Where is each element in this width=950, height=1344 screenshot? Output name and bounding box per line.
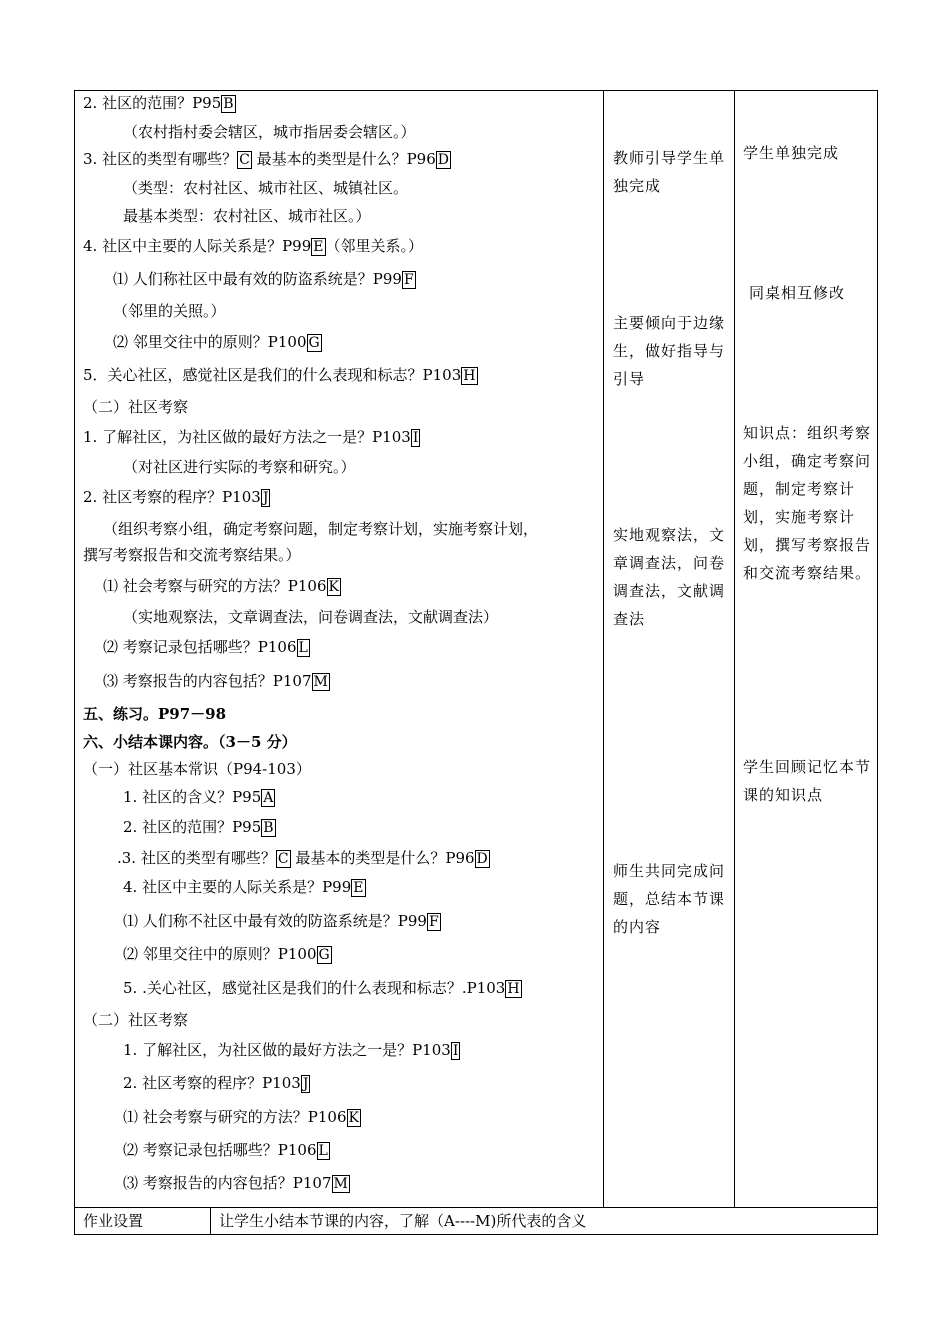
line-text: （对社区进行实际的考察和研究。） xyxy=(123,458,356,476)
line-text: ⑴ 社会考察与研究的方法？P106 xyxy=(103,577,327,595)
main-content-cell xyxy=(75,91,604,1208)
content-line xyxy=(123,457,356,477)
homework-row xyxy=(75,1208,878,1235)
student-note: 学生回顾记忆本节课的知识点 xyxy=(743,758,872,804)
content-line xyxy=(123,877,366,898)
content-line xyxy=(83,149,451,170)
line-text: （组织考察小组，确定考察问题，制定考察计划，实施考察计划， xyxy=(103,520,539,538)
content-line xyxy=(123,1040,460,1061)
answer-letter-box: F xyxy=(428,914,439,930)
teacher-note: 教师引导学生单独完成 xyxy=(613,149,726,195)
content-line xyxy=(83,487,270,508)
line-text: 2. 社区考察的程序？P103 xyxy=(123,1074,301,1092)
content-line xyxy=(123,178,408,198)
line-text: 2. 社区考察的程序？P103 xyxy=(83,488,261,506)
content-line xyxy=(123,607,498,627)
line-text: （邻里的关照。） xyxy=(113,302,226,320)
content-row xyxy=(75,91,878,1208)
line-text: ⑵ 邻里交往中的原则？P100 xyxy=(113,333,307,351)
line-text: （一）社区基本常识（P94-103） xyxy=(83,760,311,778)
student-note: 同桌相互修改 xyxy=(749,284,846,302)
line-text: 最基本类型：农村社区、城市社区。） xyxy=(123,207,371,225)
content-line xyxy=(83,704,226,724)
content-line xyxy=(83,93,236,114)
answer-letter-box: G xyxy=(308,335,320,351)
student-activity-cell xyxy=(735,91,878,1208)
line-text: ⑶ 考察报告的内容包括？P107 xyxy=(103,672,312,690)
answer-letter-box: L xyxy=(318,1143,328,1159)
line-text: ⑵ 考察记录包括哪些？P106 xyxy=(103,638,297,656)
answer-letter-box: A xyxy=(263,790,274,806)
content-line xyxy=(103,671,330,692)
line-text: 4. 社区中主要的人际关系是？P99 xyxy=(123,878,352,896)
content-line xyxy=(123,817,276,838)
content-line xyxy=(103,637,310,658)
content-line xyxy=(123,911,441,932)
line-text: 2. 社区的范围？P95 xyxy=(123,818,262,836)
content-line xyxy=(83,759,311,779)
answer-letter-box: G xyxy=(318,947,330,963)
answer-letter-box: M xyxy=(333,1176,348,1192)
line-text: 六、小结本课内容。（3－5 分） xyxy=(83,733,297,751)
answer-letter-box: E xyxy=(313,239,324,255)
homework-text: 让学生小结本节课的内容，了解（A----M)所代表的含义 xyxy=(211,1208,878,1235)
line-text-continued: （邻里关系。） xyxy=(325,237,424,255)
answer-letter-box: I xyxy=(412,430,419,446)
line-text: 1. 社区的含义？P95 xyxy=(123,788,262,806)
content-line xyxy=(123,944,332,965)
answer-letter-box: H xyxy=(463,368,476,384)
line-text: （二）社区考察 xyxy=(83,398,189,416)
content-line xyxy=(83,427,420,448)
line-text-continued: 最基本的类型是什么？P96 xyxy=(251,150,436,168)
line-text: 5. .关心社区，感觉社区是我们的什么表现和标志？.P103 xyxy=(123,979,506,997)
answer-letter-box: B xyxy=(263,820,274,836)
content-line xyxy=(123,1140,330,1161)
answer-letter-box: I xyxy=(452,1043,459,1059)
lesson-plan-table xyxy=(74,90,878,1235)
homework-label: 作业设置 xyxy=(75,1208,211,1235)
line-text: 1. 了解社区，为社区做的最好方法之一是？P103 xyxy=(123,1041,451,1059)
content-line xyxy=(123,1107,361,1128)
answer-letter-box: J xyxy=(262,490,269,506)
line-text: 撰写考察报告和交流考察结果。） xyxy=(83,546,301,564)
answer-letter-box: J xyxy=(302,1076,309,1092)
line-text: 5．关心社区，感觉社区是我们的什么表现和标志？P103 xyxy=(83,366,462,384)
content-line xyxy=(113,332,322,353)
answer-letter-box: M xyxy=(313,674,328,690)
teacher-note: 师生共同完成问题，总结本节课的内容 xyxy=(613,862,726,936)
answer-letter-box: C xyxy=(239,152,250,168)
answer-letter-box: D xyxy=(437,152,449,168)
line-text: 1. 了解社区，为社区做的最好方法之一是？P103 xyxy=(83,428,411,446)
line-text: 3. 社区的类型有哪些？ xyxy=(83,150,238,168)
content-line xyxy=(83,365,478,386)
answer-letter-box: F xyxy=(403,272,414,288)
line-text: ⑴ 人们称不社区中最有效的防盗系统是？P99 xyxy=(123,912,427,930)
line-text: ⑴ 人们称社区中最有效的防盗系统是？P99 xyxy=(113,270,402,288)
teacher-note: 主要倾向于边缘生，做好指导与引导 xyxy=(613,314,726,388)
content-line xyxy=(123,978,522,999)
line-text: 2. 社区的范围？P95 xyxy=(83,94,222,112)
content-line xyxy=(83,545,301,565)
line-text: ⑴ 社会考察与研究的方法？P106 xyxy=(123,1108,347,1126)
content-line xyxy=(123,206,371,226)
content-line xyxy=(83,236,423,257)
content-line xyxy=(123,1173,350,1194)
content-line xyxy=(103,519,538,539)
line-text: 五、练习。P97－98 xyxy=(83,705,227,723)
answer-letter-box: C xyxy=(277,851,289,867)
content-line xyxy=(113,269,416,290)
answer-letter-box: D xyxy=(476,851,488,867)
content-line xyxy=(123,787,275,808)
line-text: 4. 社区中主要的人际关系是？P99 xyxy=(83,237,312,255)
content-line xyxy=(123,122,416,142)
line-text-continued: 最基本的类型是什么？P96 xyxy=(290,849,475,867)
student-note: 学生单独完成 xyxy=(743,144,840,162)
content-line xyxy=(83,732,297,752)
content-line xyxy=(83,1010,188,1030)
content-line xyxy=(113,301,226,321)
answer-letter-box: K xyxy=(328,579,339,595)
line-text: ⑵ 考察记录包括哪些？P106 xyxy=(123,1141,317,1159)
line-text: .3. 社区的类型有哪些？ xyxy=(117,849,276,867)
content-line xyxy=(103,576,341,597)
answer-letter-box: B xyxy=(223,96,234,112)
line-text: （农村指村委会辖区，城市指居委会辖区。） xyxy=(123,123,416,141)
answer-letter-box: K xyxy=(348,1110,359,1126)
line-text: （类型：农村社区、城市社区、城镇社区。 xyxy=(123,179,409,197)
line-text: ⑵ 邻里交往中的原则？P100 xyxy=(123,945,317,963)
teacher-activity-cell xyxy=(604,91,735,1208)
content-line xyxy=(117,848,490,869)
student-note: 知识点：组织考察小组，确定考察问题，制定考察计划，实施考察计划，撰写考察报告和交流考察结果。 xyxy=(743,424,872,582)
answer-letter-box: L xyxy=(298,640,308,656)
line-text: （二）社区考察 xyxy=(83,1011,189,1029)
teacher-note: 实地观察法，文章调查法，问卷调查法，文献调查法 xyxy=(613,526,726,628)
content-line xyxy=(123,1073,310,1094)
line-text: （实地观察法，文章调查法，问卷调查法，文献调查法） xyxy=(123,608,499,626)
line-text: ⑶ 考察报告的内容包括？P107 xyxy=(123,1174,332,1192)
answer-letter-box: E xyxy=(353,880,364,896)
content-line xyxy=(83,397,188,417)
answer-letter-box: H xyxy=(507,981,520,997)
